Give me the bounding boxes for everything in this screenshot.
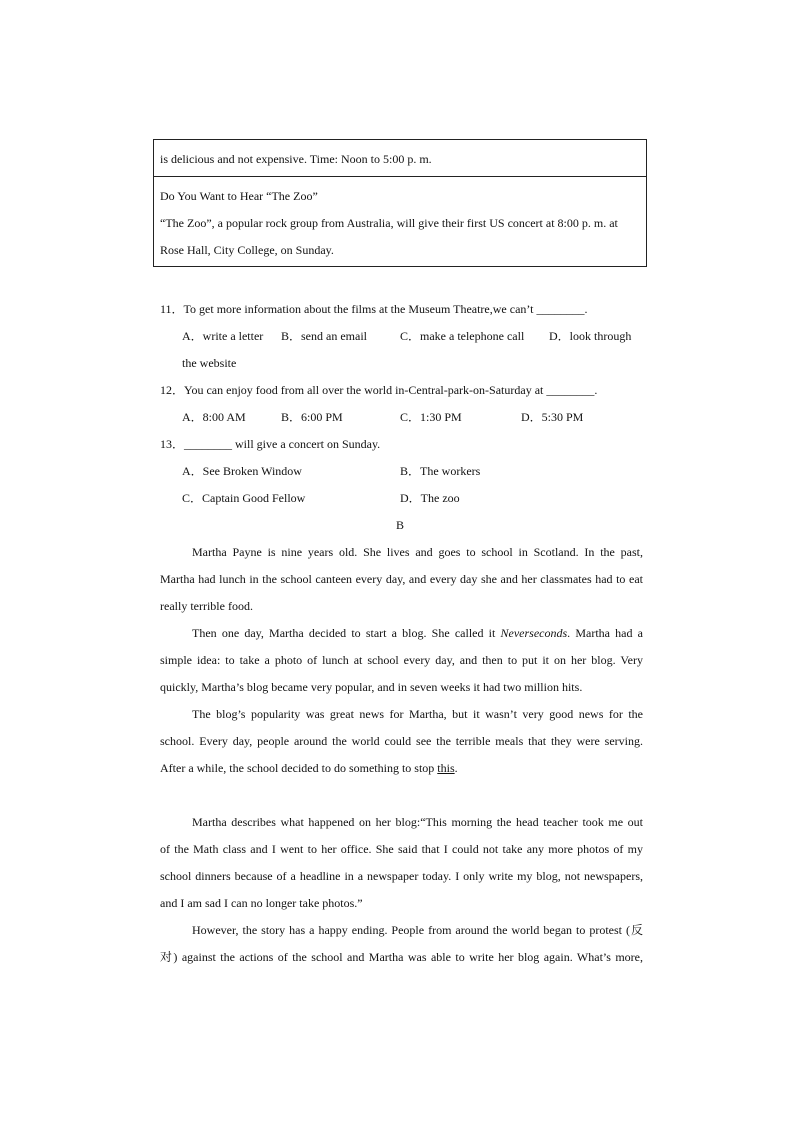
passage-p4-line2: of the Math class and I went to her office. She said that I could not take any more photos of my — [160, 842, 643, 856]
passage-p1-line2: Martha had lunch in the school canteen every day, and every day she and her classmates had to eat — [160, 572, 643, 586]
passage-p4-line1: Martha describes what happened on her blog:“This morning the head teacher took me out — [192, 815, 643, 829]
question-11-option-d-cont: the website — [182, 356, 237, 370]
question-13-option-d: D．The zoo — [400, 491, 460, 505]
passage-paragraph-4 — [160, 809, 643, 917]
passage-p3-line2: school. Every day, people around the world could see the terrible meals that they were serving. — [160, 734, 643, 748]
notice-box — [153, 139, 647, 267]
passage-paragraph-2 — [160, 620, 643, 701]
passage-p2-line1-end: . Martha had a — [567, 626, 643, 640]
notice-row-food — [154, 140, 646, 177]
question-12-option-d: D．5:30 PM — [521, 410, 584, 424]
passage-p3-line1: The blog’s popularity was great news for Martha, but it wasn’t very good news for the — [192, 707, 643, 721]
question-13-option-a: A．See Broken Window — [182, 464, 302, 478]
passage-p3-line3-end: . — [454, 761, 458, 775]
passage-p4-line3: school dinners because of a headline in a newspaper today. I only write my blog, not newspapers, — [160, 869, 643, 883]
question-13-option-c: C．Captain Good Fellow — [182, 491, 306, 505]
passage-paragraph-1 — [160, 539, 643, 620]
notice-zoo-line2: Rose Hall, City College, on Sunday. — [160, 243, 334, 257]
passage-p2-line1 — [160, 620, 643, 647]
passage-paragraph-5 — [160, 917, 643, 971]
question-11-stem: 11．To get more information about the films at the Museum Theatre,we can’t ________. — [160, 302, 588, 316]
passage-p5-line2: 对) against the actions of the school and Martha was able to write her blog again. What’s more, — [160, 950, 643, 964]
passage-p1-line1: Martha Payne is nine years old. She lives and goes to school in Scotland. In the past, — [192, 545, 643, 559]
passage-p4-line4: and I am sad I can no longer take photos.” — [160, 896, 363, 910]
passage-p3-line3-text: After a while, the school decided to do something to stop — [160, 761, 438, 775]
passage-p2-line3: quickly, Martha’s blog became very popular, and in seven weeks it had two million hits. — [160, 680, 583, 694]
question-13-option-b: B．The workers — [400, 464, 481, 478]
notice-food-text: is delicious and not expensive. Time: Noon to 5:00 p. m. — [160, 152, 432, 166]
passage-p2-line2: simple idea: to take a photo of lunch at school every day, and then to put it on her blog. Very — [160, 653, 643, 667]
question-11-option-d: D．look through — [549, 329, 632, 343]
question-11-option-a: A．write a letter — [182, 329, 264, 343]
question-13-stem: 13．________ will give a concert on Sunday. — [160, 437, 381, 451]
question-12-option-c: C．1:30 PM — [400, 410, 462, 424]
passage-p1-line3: really terrible food. — [160, 599, 253, 613]
question-11-option-c: C．make a telephone call — [400, 329, 525, 343]
passage-p5-line1: However, the story has a happy ending. People from around the world began to protest (反 — [192, 923, 643, 937]
passage-p2-line1-text: Then one day, Martha decided to start a blog. She called it — [192, 626, 501, 640]
passage-paragraph-3 — [160, 701, 643, 782]
question-12-stem: 12．You can enjoy food from all over the world in-Central-park-on-Saturday at ________. — [160, 383, 598, 397]
question-12-option-a: A．8:00 AM — [182, 410, 246, 424]
notice-zoo-line1: “The Zoo”, a popular rock group from Australia, will give their first US concert at 8:00 p. m. at — [160, 216, 618, 230]
question-12-option-b: B．6:00 PM — [281, 410, 343, 424]
passage-p3-line3 — [160, 755, 643, 782]
blog-name: Neverseconds — [500, 626, 568, 640]
notice-zoo-title: Do You Want to Hear “The Zoo” — [160, 189, 318, 203]
underlined-word: this — [437, 761, 455, 775]
section-label: B — [396, 518, 405, 532]
question-11-option-b: B．send an email — [281, 329, 367, 343]
